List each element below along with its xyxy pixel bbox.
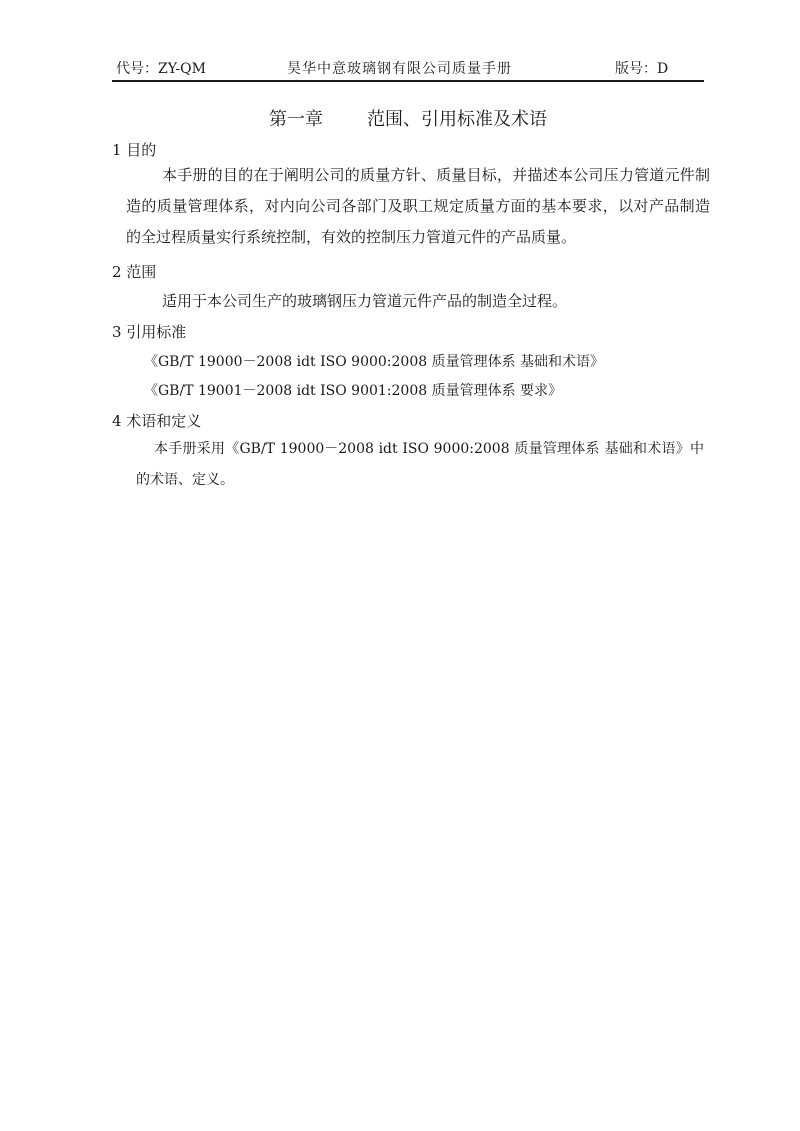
chapter-heading [112,105,704,131]
section-heading-references: 3 引用标准 [112,323,187,341]
section-text-scope: 适用于本公司生产的玻璃钢压力管道元件产品的制造全过程。 [162,292,568,310]
section-heading-scope: 2 范围 [112,263,157,281]
manual-title: 昊华中意玻璃钢有限公司质量手册 [287,61,512,77]
section-text-purpose: 本手册的目的在于阐明公司的质量方针、质量目标，并描述本公司压力管道元件制造的质量管理体系，对内向公司各部门及职工规定质量方面的基本要求，以对产品制造的全过程质量实行系统控制，有效的控制压力管道元件的产品质量。 [126,166,710,246]
section-text-terms: 本手册采用《GB/T 19000－2008 idt ISO 9000:2008 质量管理体系 基础和术语》中的术语、定义。 [136,441,704,488]
version-number: 版号：D [615,61,669,77]
section-heading-purpose: 1 目的 [112,141,157,159]
document-code: 代号：ZY-QM [116,61,206,77]
header-divider [112,80,704,82]
chapter-title: 范围、引用标准及术语 [367,109,547,130]
chapter-number: 第一章 [269,109,323,130]
section-heading-terms: 4 术语和定义 [112,412,202,430]
reference-item: 《GB/T 19001－2008 idt ISO 9001:2008 质量管理体系 要求》 [144,383,563,399]
page-header [112,58,704,80]
reference-item: 《GB/T 19000－2008 idt ISO 9000:2008 质量管理体系 基础和术语》 [144,354,605,370]
